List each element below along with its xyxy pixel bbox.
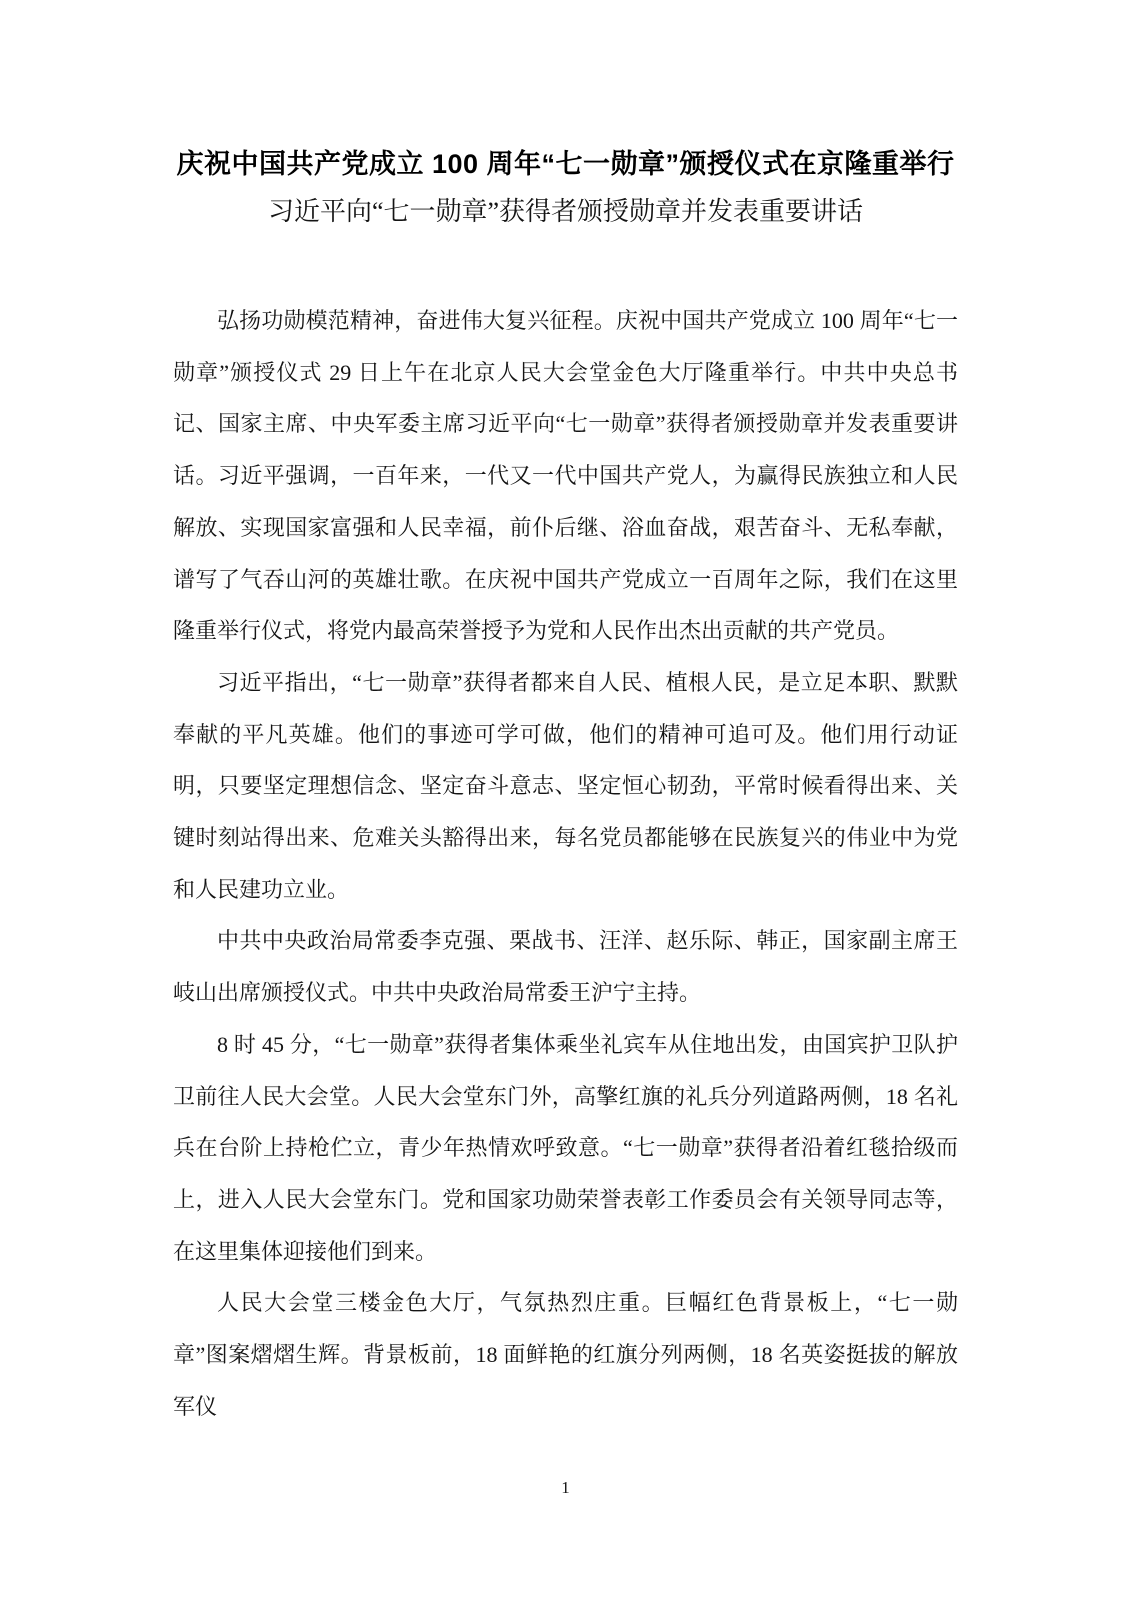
paragraph: 8 时 45 分，“七一勋章”获得者集体乘坐礼宾车从住地出发，由国宾护卫队护卫前往人民大会堂。人民大会堂东门外，高擎红旗的礼兵分列道路两侧，18 名礼兵在台阶上持枪伫立，青少年热情欢呼致意。“七一勋章”获得者沿着红毯拾级而上，进入人民大会堂东门。党和国家功勋荣誉表彰工作委员会有关领导同志等，在这里集体迎接他们到来。: [173, 1031, 958, 1264]
paragraph: 中共中央政治局常委李克强、栗战书、汪洋、赵乐际、韩正，国家副主席王岐山出席颁授仪式。中共中央政治局常委王沪宁主持。: [173, 928, 958, 1006]
document-body: [173, 295, 958, 1432]
paragraph: 弘扬功勋模范精神，奋进伟大复兴征程。庆祝中国共产党成立 100 周年“七一勋章”颁授仪式 29 日上午在北京人民大会堂金色大厅隆重举行。中共中央总书记、国家主席、中央军委主席习近平向“七一勋章”获得者颁授勋章并发表重要讲话。习近平强调，一百年来，一代又一代中国共产党人，为赢得民族独立和人民解放、实现国家富强和人民幸福，前仆后继、浴血奋战，艰苦奋斗、无私奉献，谱写了气吞山河的英雄壮歌。在庆祝中国共产党成立一百周年之际，我们在这里隆重举行仪式，将党内最高荣誉授予为党和人民作出杰出贡献的共产党员。: [173, 308, 958, 644]
paragraph: 人民大会堂三楼金色大厅，气氛热烈庄重。巨幅红色背景板上，“七一勋章”图案熠熠生辉。背景板前，18 面鲜艳的红旗分列两侧，18 名英姿挺拔的解放军仪: [173, 1290, 958, 1419]
page-number: 1: [561, 1478, 570, 1497]
paragraph: 习近平指出，“七一勋章”获得者都来自人民、植根人民，是立足本职、默默奉献的平凡英雄。他们的事迹可学可做，他们的精神可追可及。他们用行动证明，只要坚定理想信念、坚定奋斗意志、坚定恒心韧劲，平常时候看得出来、关键时刻站得出来、危难关头豁得出来，每名党员都能够在民族复兴的伟业中为党和人民建功立业。: [173, 669, 958, 902]
page-footer: [0, 1478, 1131, 1498]
document-subtitle: 习近平向“七一勋章”获得者颁授勋章并发表重要讲话: [267, 197, 864, 226]
document-title: 庆祝中国共产党成立 100 周年“七一勋章”颁授仪式在京隆重举行: [176, 149, 955, 179]
